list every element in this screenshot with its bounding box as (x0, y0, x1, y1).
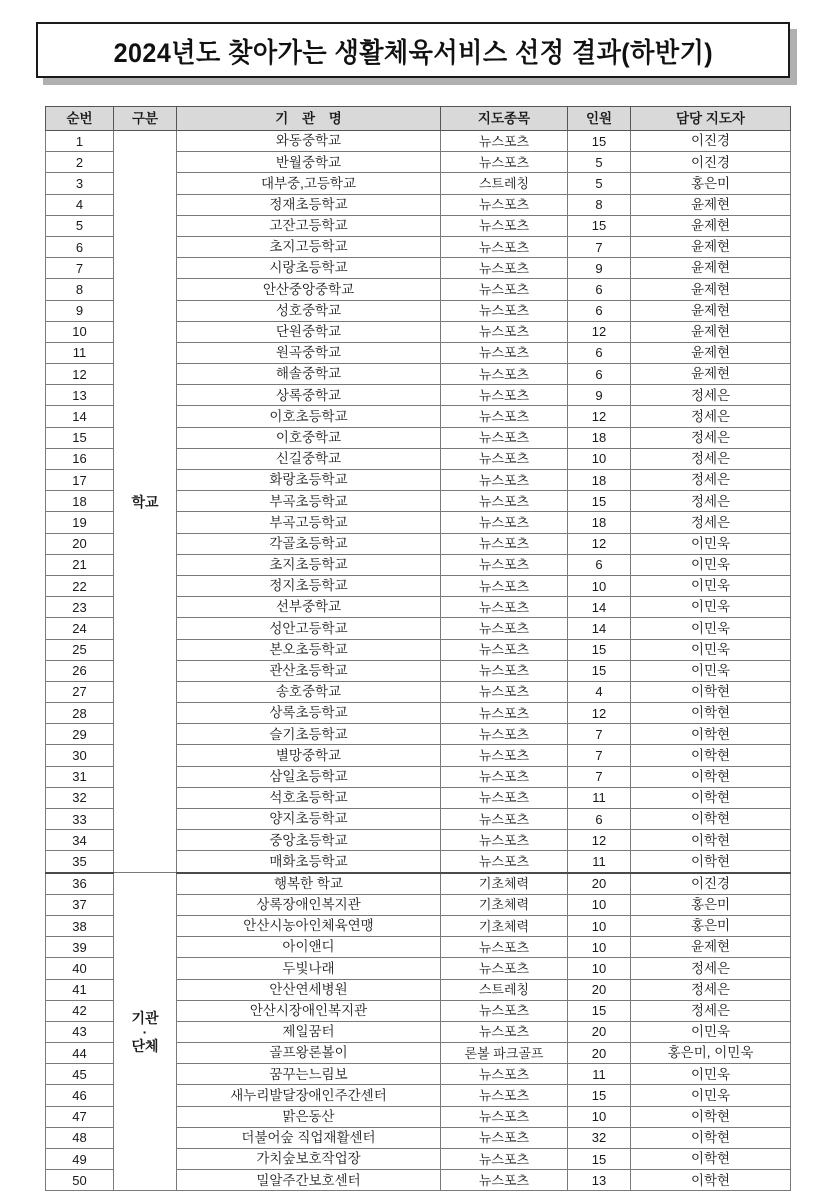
cell-sequence-number: 33 (46, 809, 114, 830)
cell-sequence-number: 15 (46, 427, 114, 448)
cell-instructor-name: 이학현 (631, 787, 791, 808)
cell-organization-name: 상록장애인복지관 (177, 894, 441, 915)
cell-organization-name: 해솔중학교 (177, 364, 441, 385)
cell-participant-count: 4 (568, 681, 631, 702)
cell-instructor-name: 이민욱 (631, 597, 791, 618)
cell-sequence-number: 45 (46, 1064, 114, 1085)
cell-sequence-number: 13 (46, 385, 114, 406)
cell-sport-type: 뉴스포츠 (441, 703, 568, 724)
cell-organization-name: 본오초등학교 (177, 639, 441, 660)
column-header-org: 기 관 명 (177, 107, 441, 131)
cell-sport-type: 뉴스포츠 (441, 1127, 568, 1148)
group-label-line: 단체 (131, 1037, 159, 1054)
cell-participant-count: 9 (568, 258, 631, 279)
cell-sequence-number: 47 (46, 1106, 114, 1127)
cell-organization-name: 신길중학교 (177, 448, 441, 469)
cell-sequence-number: 3 (46, 173, 114, 194)
cell-instructor-name: 이민욱 (631, 1085, 791, 1106)
cell-sequence-number: 26 (46, 660, 114, 681)
selection-results-table (45, 106, 791, 1191)
cell-participant-count: 10 (568, 958, 631, 979)
cell-organization-name: 이호중학교 (177, 427, 441, 448)
cell-organization-name: 초지초등학교 (177, 554, 441, 575)
cell-organization-name: 이호초등학교 (177, 406, 441, 427)
cell-sport-type: 뉴스포츠 (441, 1000, 568, 1021)
cell-instructor-name: 이진경 (631, 873, 791, 895)
cell-sequence-number: 42 (46, 1000, 114, 1021)
cell-sport-type: 뉴스포츠 (441, 533, 568, 554)
cell-instructor-name: 정세은 (631, 406, 791, 427)
cell-sport-type: 뉴스포츠 (441, 639, 568, 660)
cell-sequence-number: 41 (46, 979, 114, 1000)
cell-sequence-number: 10 (46, 321, 114, 342)
cell-sport-type: 뉴스포츠 (441, 236, 568, 257)
cell-organization-name: 관산초등학교 (177, 660, 441, 681)
cell-sport-type: 뉴스포츠 (441, 787, 568, 808)
cell-sport-type: 뉴스포츠 (441, 1064, 568, 1085)
cell-sport-type: 뉴스포츠 (441, 1106, 568, 1127)
cell-sport-type: 뉴스포츠 (441, 491, 568, 512)
cell-sequence-number: 40 (46, 958, 114, 979)
title-box (36, 22, 790, 78)
cell-participant-count: 10 (568, 448, 631, 469)
cell-participant-count: 5 (568, 173, 631, 194)
cell-sport-type: 뉴스포츠 (441, 724, 568, 745)
cell-organization-name: 안산시장애인복지관 (177, 1000, 441, 1021)
cell-instructor-name: 이학현 (631, 1106, 791, 1127)
cell-sport-type: 뉴스포츠 (441, 215, 568, 236)
cell-instructor-name: 정세은 (631, 427, 791, 448)
cell-sport-type: 기초체력 (441, 915, 568, 936)
cell-sequence-number: 23 (46, 597, 114, 618)
cell-participant-count: 9 (568, 385, 631, 406)
cell-sequence-number: 36 (46, 873, 114, 895)
cell-instructor-name: 이민욱 (631, 575, 791, 596)
table-row (46, 131, 791, 152)
cell-sport-type: 뉴스포츠 (441, 321, 568, 342)
cell-organization-name: 대부중,고등학교 (177, 173, 441, 194)
cell-sequence-number: 17 (46, 470, 114, 491)
results-table-container (45, 106, 790, 1191)
cell-organization-name: 별망중학교 (177, 745, 441, 766)
cell-instructor-name: 홍은미 (631, 894, 791, 915)
cell-sequence-number: 16 (46, 448, 114, 469)
cell-instructor-name: 이학현 (631, 766, 791, 787)
cell-instructor-name: 홍은미 (631, 173, 791, 194)
cell-sport-type: 뉴스포츠 (441, 385, 568, 406)
cell-organization-name: 삼일초등학교 (177, 766, 441, 787)
cell-sport-type: 뉴스포츠 (441, 427, 568, 448)
cell-participant-count: 11 (568, 851, 631, 873)
cell-organization-name: 행복한 학교 (177, 873, 441, 895)
group-label-line: 학교 (131, 493, 159, 510)
cell-instructor-name: 이민욱 (631, 660, 791, 681)
cell-organization-name: 성안고등학교 (177, 618, 441, 639)
cell-sequence-number: 2 (46, 152, 114, 173)
cell-organization-name: 부곡고등학교 (177, 512, 441, 533)
cell-sport-type: 뉴스포츠 (441, 958, 568, 979)
cell-organization-name: 송호중학교 (177, 681, 441, 702)
cell-organization-name: 꿈꾸는느림보 (177, 1064, 441, 1085)
cell-instructor-name: 이민욱 (631, 533, 791, 554)
cell-instructor-name: 윤제현 (631, 194, 791, 215)
cell-organization-name: 제일꿈터 (177, 1021, 441, 1042)
cell-participant-count: 20 (568, 1043, 631, 1064)
cell-instructor-name: 정세은 (631, 512, 791, 533)
cell-sport-type: 뉴스포츠 (441, 364, 568, 385)
cell-sequence-number: 11 (46, 342, 114, 363)
page-title: 2024년도 찾아가는 생활체육서비스 선정 결과(하반기) (113, 37, 713, 68)
cell-sequence-number: 27 (46, 681, 114, 702)
cell-participant-count: 15 (568, 660, 631, 681)
cell-instructor-name: 정세은 (631, 491, 791, 512)
cell-sport-type: 뉴스포츠 (441, 618, 568, 639)
cell-instructor-name: 이학현 (631, 724, 791, 745)
cell-organization-name: 정지초등학교 (177, 575, 441, 596)
cell-participant-count: 7 (568, 724, 631, 745)
cell-organization-name: 상록초등학교 (177, 703, 441, 724)
document-title-banner (36, 22, 790, 78)
cell-sequence-number: 8 (46, 279, 114, 300)
cell-organization-name: 반월중학교 (177, 152, 441, 173)
table-row (46, 873, 791, 895)
cell-organization-name: 안산중앙중학교 (177, 279, 441, 300)
cell-instructor-name: 윤제현 (631, 236, 791, 257)
cell-participant-count: 11 (568, 787, 631, 808)
cell-participant-count: 6 (568, 809, 631, 830)
cell-sport-type: 뉴스포츠 (441, 830, 568, 851)
cell-sequence-number: 38 (46, 915, 114, 936)
cell-sequence-number: 30 (46, 745, 114, 766)
cell-participant-count: 10 (568, 894, 631, 915)
cell-instructor-name: 이학현 (631, 851, 791, 873)
cell-sport-type: 뉴스포츠 (441, 1085, 568, 1106)
cell-instructor-name: 정세은 (631, 448, 791, 469)
cell-sequence-number: 24 (46, 618, 114, 639)
cell-organization-name: 새누리발달장애인주간센터 (177, 1085, 441, 1106)
cell-sequence-number: 46 (46, 1085, 114, 1106)
cell-sport-type: 뉴스포츠 (441, 152, 568, 173)
column-header-group: 구분 (114, 107, 177, 131)
cell-organization-name: 단원중학교 (177, 321, 441, 342)
cell-participant-count: 15 (568, 131, 631, 152)
cell-organization-name: 고잔고등학교 (177, 215, 441, 236)
cell-sport-type: 뉴스포츠 (441, 512, 568, 533)
cell-instructor-name: 윤제현 (631, 937, 791, 958)
cell-instructor-name: 정세은 (631, 979, 791, 1000)
cell-instructor-name: 이진경 (631, 152, 791, 173)
cell-sequence-number: 28 (46, 703, 114, 724)
cell-sport-type: 뉴스포츠 (441, 575, 568, 596)
cell-sport-type: 뉴스포츠 (441, 131, 568, 152)
cell-instructor-name: 윤제현 (631, 258, 791, 279)
cell-participant-count: 6 (568, 364, 631, 385)
cell-organization-name: 상록중학교 (177, 385, 441, 406)
cell-instructor-name: 윤제현 (631, 342, 791, 363)
cell-participant-count: 10 (568, 937, 631, 958)
cell-organization-name: 원곡중학교 (177, 342, 441, 363)
cell-sequence-number: 32 (46, 787, 114, 808)
cell-sequence-number: 19 (46, 512, 114, 533)
cell-sequence-number: 25 (46, 639, 114, 660)
cell-instructor-name: 윤제현 (631, 300, 791, 321)
cell-instructor-name: 홍은미, 이민욱 (631, 1043, 791, 1064)
cell-group-label (114, 873, 177, 1191)
table-header-row (46, 107, 791, 131)
cell-participant-count: 10 (568, 575, 631, 596)
column-header-sport: 지도종목 (441, 107, 568, 131)
cell-instructor-name: 이학현 (631, 1170, 791, 1191)
cell-organization-name: 석호초등학교 (177, 787, 441, 808)
cell-sequence-number: 43 (46, 1021, 114, 1042)
cell-instructor-name: 이민욱 (631, 639, 791, 660)
cell-instructor-name: 이학현 (631, 745, 791, 766)
cell-organization-name: 안산시농아인체육연맹 (177, 915, 441, 936)
cell-organization-name: 성호중학교 (177, 300, 441, 321)
cell-sequence-number: 35 (46, 851, 114, 873)
cell-organization-name: 아이앤디 (177, 937, 441, 958)
cell-participant-count: 12 (568, 703, 631, 724)
cell-instructor-name: 이진경 (631, 131, 791, 152)
cell-organization-name: 화랑초등학교 (177, 470, 441, 491)
cell-participant-count: 8 (568, 194, 631, 215)
cell-participant-count: 12 (568, 406, 631, 427)
cell-instructor-name: 윤제현 (631, 215, 791, 236)
group-label-line: 기관 (131, 1009, 159, 1026)
cell-organization-name: 부곡초등학교 (177, 491, 441, 512)
cell-sequence-number: 6 (46, 236, 114, 257)
cell-sport-type: 스트레칭 (441, 173, 568, 194)
cell-instructor-name: 윤제현 (631, 321, 791, 342)
cell-participant-count: 20 (568, 1021, 631, 1042)
cell-instructor-name: 윤제현 (631, 279, 791, 300)
cell-sequence-number: 31 (46, 766, 114, 787)
cell-participant-count: 20 (568, 979, 631, 1000)
cell-organization-name: 슬기초등학교 (177, 724, 441, 745)
cell-instructor-name: 홍은미 (631, 915, 791, 936)
cell-instructor-name: 이학현 (631, 1127, 791, 1148)
cell-participant-count: 18 (568, 427, 631, 448)
cell-instructor-name: 정세은 (631, 958, 791, 979)
cell-sport-type: 뉴스포츠 (441, 448, 568, 469)
cell-sequence-number: 18 (46, 491, 114, 512)
cell-sequence-number: 7 (46, 258, 114, 279)
cell-participant-count: 15 (568, 1149, 631, 1170)
cell-organization-name: 밀알주간보호센터 (177, 1170, 441, 1191)
cell-participant-count: 7 (568, 766, 631, 787)
cell-sequence-number: 12 (46, 364, 114, 385)
cell-sequence-number: 5 (46, 215, 114, 236)
cell-participant-count: 7 (568, 236, 631, 257)
cell-sequence-number: 9 (46, 300, 114, 321)
cell-participant-count: 10 (568, 915, 631, 936)
cell-participant-count: 12 (568, 830, 631, 851)
cell-sport-type: 뉴스포츠 (441, 258, 568, 279)
cell-instructor-name: 윤제현 (631, 364, 791, 385)
cell-participant-count: 6 (568, 279, 631, 300)
cell-instructor-name: 이학현 (631, 830, 791, 851)
cell-instructor-name: 정세은 (631, 385, 791, 406)
cell-participant-count: 15 (568, 639, 631, 660)
cell-participant-count: 32 (568, 1127, 631, 1148)
cell-participant-count: 15 (568, 1085, 631, 1106)
cell-organization-name: 더불어숲 직업재활센터 (177, 1127, 441, 1148)
cell-participant-count: 15 (568, 491, 631, 512)
cell-sequence-number: 1 (46, 131, 114, 152)
cell-participant-count: 7 (568, 745, 631, 766)
cell-sport-type: 뉴스포츠 (441, 745, 568, 766)
cell-instructor-name: 정세은 (631, 1000, 791, 1021)
cell-organization-name: 맑은동산 (177, 1106, 441, 1127)
cell-participant-count: 5 (568, 152, 631, 173)
cell-sequence-number: 21 (46, 554, 114, 575)
cell-group-label (114, 131, 177, 873)
cell-sequence-number: 37 (46, 894, 114, 915)
cell-participant-count: 14 (568, 618, 631, 639)
cell-participant-count: 6 (568, 554, 631, 575)
cell-instructor-name: 이학현 (631, 1149, 791, 1170)
cell-sport-type: 뉴스포츠 (441, 766, 568, 787)
cell-sport-type: 뉴스포츠 (441, 937, 568, 958)
cell-sequence-number: 49 (46, 1149, 114, 1170)
cell-sequence-number: 50 (46, 1170, 114, 1191)
cell-participant-count: 12 (568, 533, 631, 554)
cell-organization-name: 중앙초등학교 (177, 830, 441, 851)
column-header-no: 순번 (46, 107, 114, 131)
cell-sequence-number: 44 (46, 1043, 114, 1064)
cell-sport-type: 뉴스포츠 (441, 597, 568, 618)
group-label-line: · (142, 1023, 148, 1040)
cell-participant-count: 10 (568, 1106, 631, 1127)
cell-participant-count: 6 (568, 342, 631, 363)
cell-participant-count: 6 (568, 300, 631, 321)
cell-sequence-number: 29 (46, 724, 114, 745)
cell-sport-type: 뉴스포츠 (441, 1021, 568, 1042)
cell-organization-name: 각골초등학교 (177, 533, 441, 554)
column-header-count: 인원 (568, 107, 631, 131)
cell-sequence-number: 39 (46, 937, 114, 958)
cell-participant-count: 18 (568, 470, 631, 491)
cell-instructor-name: 이학현 (631, 809, 791, 830)
cell-sport-type: 뉴스포츠 (441, 554, 568, 575)
cell-participant-count: 15 (568, 1000, 631, 1021)
cell-participant-count: 11 (568, 1064, 631, 1085)
cell-sport-type: 뉴스포츠 (441, 406, 568, 427)
cell-instructor-name: 이민욱 (631, 1021, 791, 1042)
cell-sequence-number: 14 (46, 406, 114, 427)
column-header-leader: 담당 지도자 (631, 107, 791, 131)
cell-sport-type: 뉴스포츠 (441, 300, 568, 321)
cell-instructor-name: 이민욱 (631, 554, 791, 575)
cell-participant-count: 13 (568, 1170, 631, 1191)
cell-sequence-number: 20 (46, 533, 114, 554)
cell-organization-name: 두빛나래 (177, 958, 441, 979)
cell-instructor-name: 이민욱 (631, 1064, 791, 1085)
cell-sport-type: 론볼 파크골프 (441, 1043, 568, 1064)
cell-sport-type: 뉴스포츠 (441, 194, 568, 215)
cell-sport-type: 뉴스포츠 (441, 1170, 568, 1191)
cell-sport-type: 뉴스포츠 (441, 851, 568, 873)
cell-organization-name: 골프왕론볼이 (177, 1043, 441, 1064)
cell-participant-count: 12 (568, 321, 631, 342)
cell-instructor-name: 이학현 (631, 681, 791, 702)
cell-organization-name: 초지고등학교 (177, 236, 441, 257)
cell-sport-type: 뉴스포츠 (441, 809, 568, 830)
cell-organization-name: 가치숲보호작업장 (177, 1149, 441, 1170)
cell-instructor-name: 이학현 (631, 703, 791, 724)
cell-participant-count: 18 (568, 512, 631, 533)
cell-sequence-number: 34 (46, 830, 114, 851)
cell-participant-count: 15 (568, 215, 631, 236)
cell-sequence-number: 22 (46, 575, 114, 596)
cell-organization-name: 매화초등학교 (177, 851, 441, 873)
cell-organization-name: 정재초등학교 (177, 194, 441, 215)
cell-sport-type: 뉴스포츠 (441, 1149, 568, 1170)
cell-organization-name: 와동중학교 (177, 131, 441, 152)
cell-sport-type: 기초체력 (441, 894, 568, 915)
cell-organization-name: 안산연세병원 (177, 979, 441, 1000)
cell-sequence-number: 4 (46, 194, 114, 215)
cell-participant-count: 14 (568, 597, 631, 618)
cell-organization-name: 시랑초등학교 (177, 258, 441, 279)
table-body (46, 131, 791, 1191)
cell-sport-type: 스트레칭 (441, 979, 568, 1000)
cell-organization-name: 양지초등학교 (177, 809, 441, 830)
cell-sport-type: 뉴스포츠 (441, 279, 568, 300)
cell-sport-type: 뉴스포츠 (441, 470, 568, 491)
cell-instructor-name: 이민욱 (631, 618, 791, 639)
cell-sport-type: 뉴스포츠 (441, 681, 568, 702)
cell-sport-type: 뉴스포츠 (441, 660, 568, 681)
cell-sport-type: 기초체력 (441, 873, 568, 895)
cell-organization-name: 선부중학교 (177, 597, 441, 618)
cell-sport-type: 뉴스포츠 (441, 342, 568, 363)
cell-participant-count: 20 (568, 873, 631, 895)
cell-instructor-name: 정세은 (631, 470, 791, 491)
cell-sequence-number: 48 (46, 1127, 114, 1148)
